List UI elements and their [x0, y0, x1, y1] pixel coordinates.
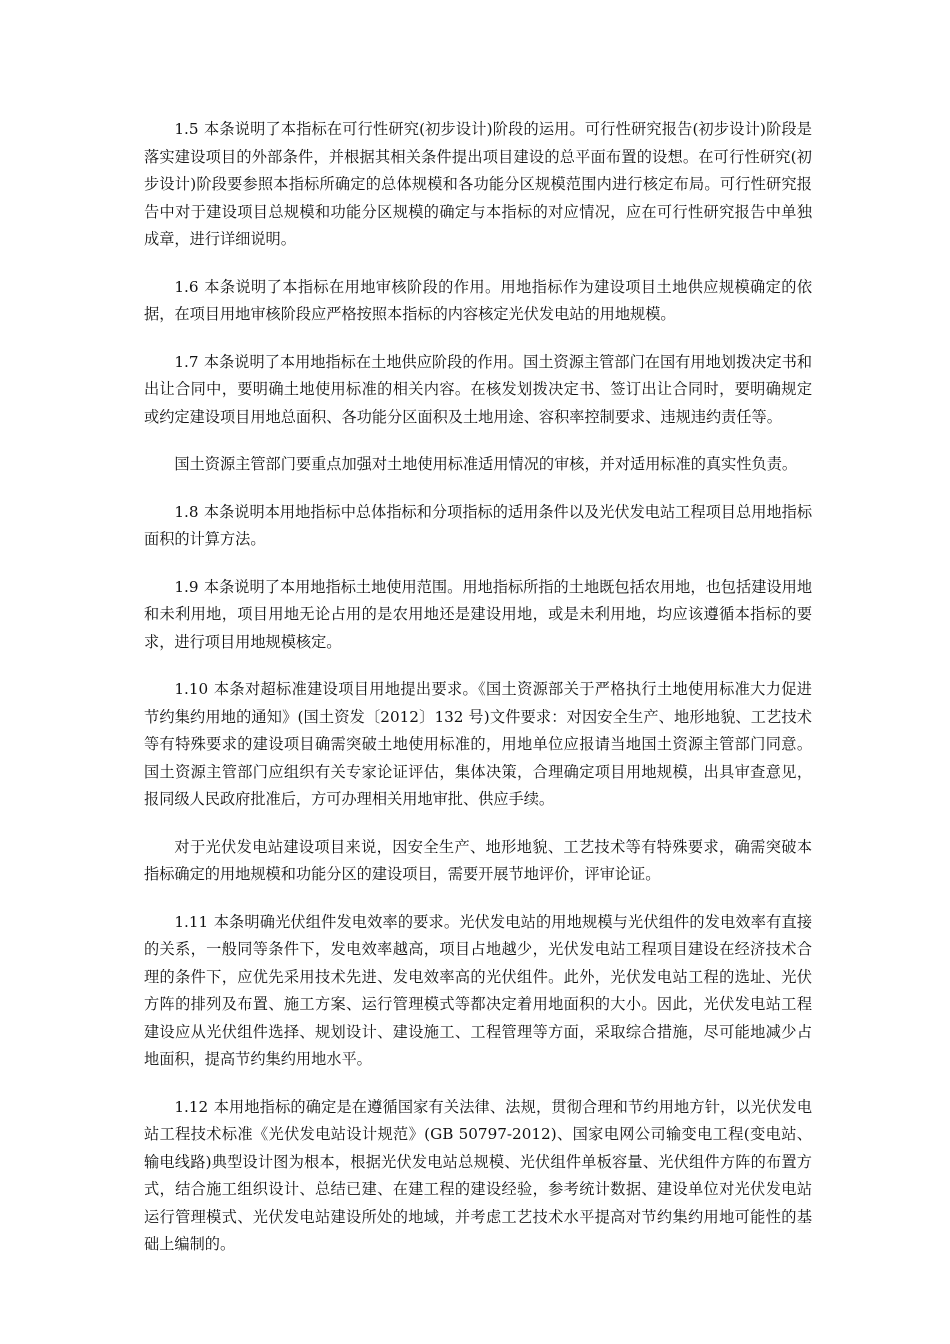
clause-text: 本条明确光伏组件发电效率的要求。光伏发电站的用地规模与光伏组件的发电效率有直接的关系，一般同等条件下，发电效率越高，项目占地越少，光伏发电站工程项目建设在经济技术合理的条件下，应优先采用技术先进、发电效率高的光伏组件。此外，光伏发电站工程的选址、光伏方阵的排列及布置、施工方案、运行管理模式等都决定着用地面积的大小。因此，光伏发电站工程建设应从光伏组件选择、规划设计、建设施工、工程管理等方面，采取综合措施，尽可能地减少占地面积，提高节约集约用地水平。 — [144, 912, 812, 1068]
clause-1-12 — [144, 1094, 812, 1259]
clause-1-10 — [144, 676, 812, 814]
clause-text: 对于光伏发电站建设项目来说，因安全生产、地形地貌、工艺技术等有特殊要求，确需突破本指标确定的用地规模和功能分区的建设项目，需要开展节地评价，评审论证。 — [144, 837, 812, 883]
clause-number: 1.12 — [174, 1097, 209, 1116]
clause-number: 1.8 — [174, 502, 199, 521]
clause-1-7-continuation — [144, 451, 812, 479]
clause-number: 1.6 — [174, 277, 199, 296]
clause-number: 1.10 — [174, 680, 209, 698]
clause-text: 本条说明本用地指标中总体指标和分项指标的适用条件以及光伏发电站工程项目总用地指标面积的计算方法。 — [144, 502, 812, 548]
clause-number: 1.7 — [174, 352, 199, 371]
clause-text: 本条说明了本用地指标土地使用范围。用地指标所指的土地既包括农用地，也包括建设用地和未利用地，项目用地无论占用的是农用地还是建设用地，或是未利用地，均应该遵循本指标的要求，进行项目用地规模核定。 — [144, 577, 812, 651]
clause-text: 本用地指标的确定是在遵循国家有关法律、法规，贯彻合理和节约用地方针，以光伏发电站工程技术标准《光伏发电站设计规范》(GB 50797-2012)、国家电网公司输变电工程(变电站、输电线路)典型设计图为根本，根据光伏发电站总规模、光伏组件单板容量、光伏组件方阵的布置方式，结合施工组织设计、总结已建、在建工程的建设经验，参考统计数据、建设单位对光伏发电站运行管理模式、光伏发电站建设所处的地域，并考虑工艺技术水平提高对节约集约用地可能性的基础上编制的。 — [144, 1097, 812, 1253]
clause-text: 本条说明了本用地指标在土地供应阶段的作用。国土资源主管部门在国有用地划拨决定书和出让合同中，要明确土地使用标准的相关内容。在核发划拨决定书、签订出让合同时，要明确规定或约定建设项目用地总面积、各功能分区面积及土地用途、容积率控制要求、违规违约责任等。 — [144, 352, 812, 426]
clause-text: 本条对超标准建设项目用地提出要求。《国土资源部关于严格执行土地使用标准大力促进节约集约用地的通知》(国土资发〔2012〕132 号)文件要求：对因安全生产、地形地貌、工艺技术等有特殊要求的建设项目确需突破土地使用标准的，用地单位应报请当地国土资源主管部门同意。国土资源主管部门应组织有关专家论证评估，集体决策，合理确定项目用地规模，出具审查意见，报同级人民政府批准后，方可办理相关用地审批、供应手续。 — [144, 680, 812, 808]
clause-1-10-continuation — [144, 834, 812, 889]
clause-text: 本条说明了本指标在可行性研究(初步设计)阶段的运用。可行性研究报告(初步设计)阶段是落实建设项目的外部条件，并根据其相关条件提出项目建设的总平面布置的设想。在可行性研究(初步设计)阶段要参照本指标所确定的总体规模和各功能分区规模范围内进行核定布局。可行性研究报告中对于建设项目总规模和功能分区规模的确定与本指标的对应情况，应在可行性研究报告中单独成章，进行详细说明。 — [144, 120, 812, 248]
clause-1-5 — [144, 116, 812, 254]
document-body — [144, 116, 812, 1279]
clause-1-9 — [144, 574, 812, 657]
clause-number: 1.5 — [174, 120, 199, 138]
clause-1-8 — [144, 499, 812, 554]
clause-number: 1.11 — [174, 912, 209, 931]
clause-text: 本条说明了本指标在用地审核阶段的作用。用地指标作为建设项目土地供应规模确定的依据，在项目用地审核阶段应严格按照本指标的内容核定光伏发电站的用地规模。 — [144, 277, 812, 323]
clause-1-11 — [144, 909, 812, 1074]
clause-1-6 — [144, 274, 812, 329]
clause-1-7 — [144, 349, 812, 432]
clause-number: 1.9 — [174, 577, 199, 596]
clause-text: 国土资源主管部门要重点加强对土地使用标准适用情况的审核，并对适用标准的真实性负责。 — [174, 455, 798, 473]
